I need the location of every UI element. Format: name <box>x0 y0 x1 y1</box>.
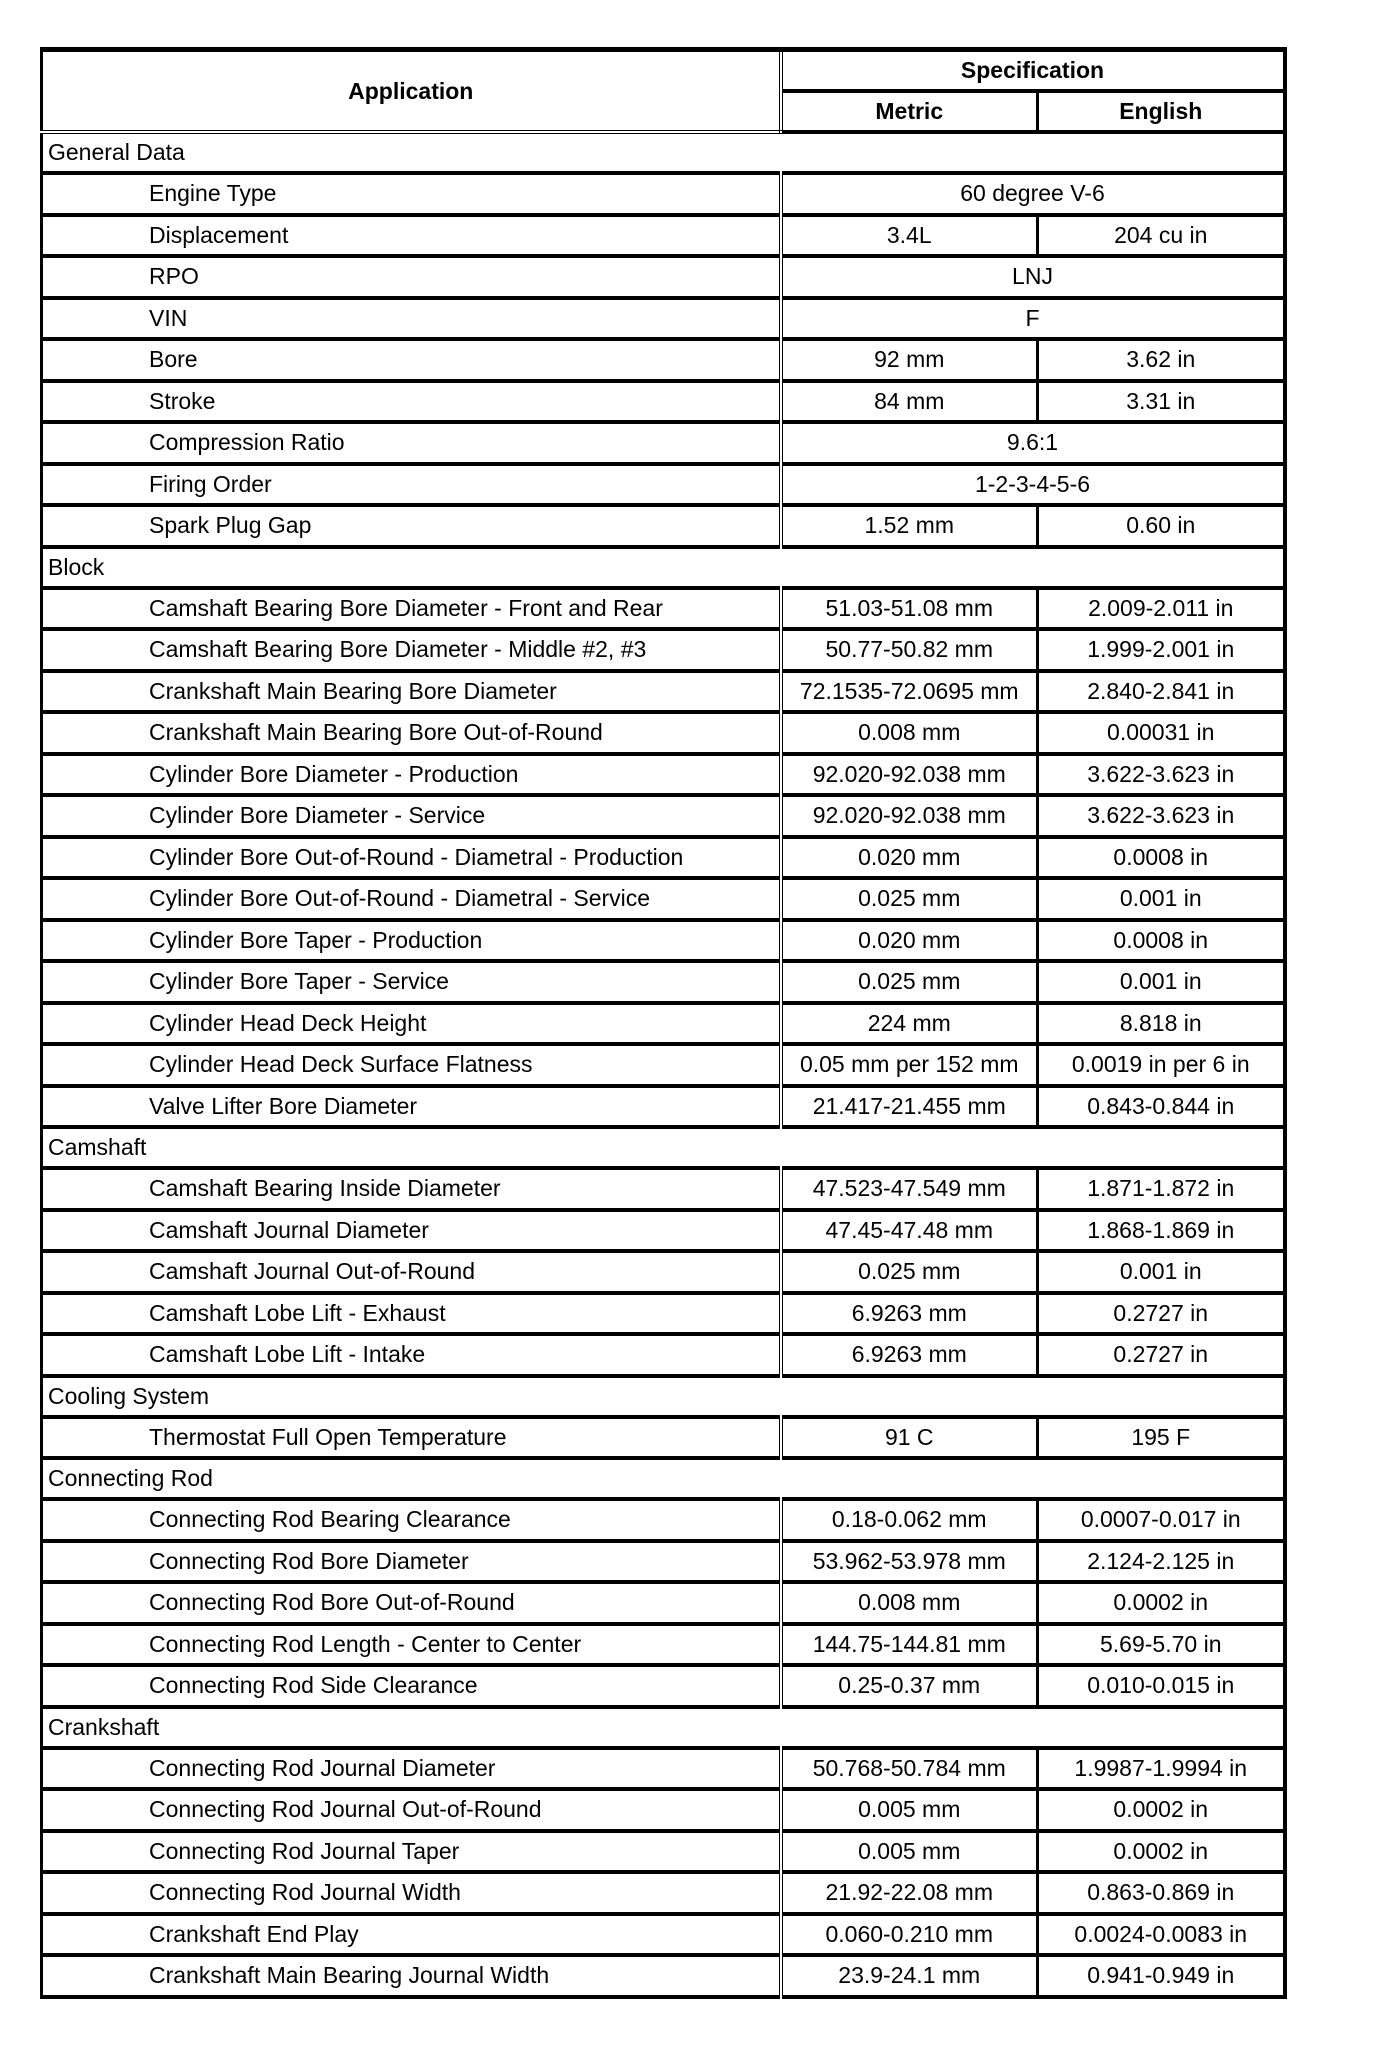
table-row <box>42 754 1285 796</box>
row-label: Engine Type <box>42 173 781 215</box>
table-row <box>42 464 1285 506</box>
english-value: 3.62 in <box>1038 339 1285 381</box>
metric-value: 84 mm <box>781 381 1038 423</box>
row-label: Crankshaft Main Bearing Bore Diameter <box>42 671 781 713</box>
english-value: 0.001 in <box>1038 1251 1285 1293</box>
table-row <box>42 1499 1285 1541</box>
english-value: 3.31 in <box>1038 381 1285 423</box>
table-row <box>42 795 1285 837</box>
metric-value: 50.77-50.82 mm <box>781 629 1038 671</box>
row-label: Camshaft Bearing Inside Diameter <box>42 1168 781 1210</box>
english-value: 0.843-0.844 in <box>1038 1086 1285 1128</box>
table-row <box>42 1914 1285 1956</box>
row-label: Cylinder Head Deck Surface Flatness <box>42 1044 781 1086</box>
table-row <box>42 1789 1285 1831</box>
table-row <box>42 1044 1285 1086</box>
table-row <box>42 1665 1285 1707</box>
section-title: Connecting Rod <box>42 1458 1285 1499</box>
english-value: 1.999-2.001 in <box>1038 629 1285 671</box>
combined-value: 1-2-3-4-5-6 <box>781 464 1285 506</box>
english-value: 3.622-3.623 in <box>1038 795 1285 837</box>
metric-value: 1.52 mm <box>781 505 1038 547</box>
metric-value: 0.025 mm <box>781 961 1038 1003</box>
table-row <box>42 1541 1285 1583</box>
section-header-row <box>42 547 1285 588</box>
row-label: Crankshaft Main Bearing Bore Out-of-Round <box>42 712 781 754</box>
english-value: 3.622-3.623 in <box>1038 754 1285 796</box>
metric-value: 3.4L <box>781 215 1038 257</box>
metric-value: 144.75-144.81 mm <box>781 1624 1038 1666</box>
metric-value: 0.008 mm <box>781 1582 1038 1624</box>
header-specification: Specification <box>781 50 1285 92</box>
combined-value: F <box>781 298 1285 340</box>
metric-value: 0.020 mm <box>781 920 1038 962</box>
table-row <box>42 1582 1285 1624</box>
table-row <box>42 1251 1285 1293</box>
row-label: Connecting Rod Length - Center to Center <box>42 1624 781 1666</box>
section-title: Crankshaft <box>42 1707 1285 1748</box>
metric-value: 51.03-51.08 mm <box>781 588 1038 630</box>
row-label: Spark Plug Gap <box>42 505 781 547</box>
english-value: 1.9987-1.9994 in <box>1038 1748 1285 1790</box>
english-value: 0.0019 in per 6 in <box>1038 1044 1285 1086</box>
row-label: Connecting Rod Bore Diameter <box>42 1541 781 1583</box>
table-row <box>42 1210 1285 1252</box>
english-value: 0.0007-0.017 in <box>1038 1499 1285 1541</box>
table-row <box>42 712 1285 754</box>
table-row <box>42 1955 1285 1997</box>
metric-value: 21.417-21.455 mm <box>781 1086 1038 1128</box>
english-value: 0.0024-0.0083 in <box>1038 1914 1285 1956</box>
english-value: 0.2727 in <box>1038 1334 1285 1376</box>
metric-value: 0.005 mm <box>781 1789 1038 1831</box>
header-application: Application <box>42 50 781 133</box>
section-header-row <box>42 1376 1285 1417</box>
metric-value: 53.962-53.978 mm <box>781 1541 1038 1583</box>
row-label: Crankshaft End Play <box>42 1914 781 1956</box>
table-row <box>42 878 1285 920</box>
combined-value: 9.6:1 <box>781 422 1285 464</box>
section-title: General Data <box>42 132 1285 173</box>
english-value: 1.871-1.872 in <box>1038 1168 1285 1210</box>
row-label: Cylinder Bore Out-of-Round - Diametral - Production <box>42 837 781 879</box>
metric-value: 0.18-0.062 mm <box>781 1499 1038 1541</box>
row-label: Valve Lifter Bore Diameter <box>42 1086 781 1128</box>
table-row <box>42 837 1285 879</box>
section-header-row <box>42 1127 1285 1168</box>
table-row <box>42 256 1285 298</box>
table-row <box>42 629 1285 671</box>
english-value: 0.001 in <box>1038 878 1285 920</box>
metric-value: 92.020-92.038 mm <box>781 754 1038 796</box>
table-row <box>42 1872 1285 1914</box>
row-label: Camshaft Lobe Lift - Intake <box>42 1334 781 1376</box>
row-label: Compression Ratio <box>42 422 781 464</box>
english-value: 2.009-2.011 in <box>1038 588 1285 630</box>
row-label: Bore <box>42 339 781 381</box>
row-label: Camshaft Journal Out-of-Round <box>42 1251 781 1293</box>
row-label: Connecting Rod Bearing Clearance <box>42 1499 781 1541</box>
row-label: Cylinder Bore Diameter - Service <box>42 795 781 837</box>
row-label: Connecting Rod Bore Out-of-Round <box>42 1582 781 1624</box>
english-value: 0.0002 in <box>1038 1831 1285 1873</box>
english-value: 0.0008 in <box>1038 920 1285 962</box>
row-label: Connecting Rod Journal Taper <box>42 1831 781 1873</box>
table-row <box>42 1168 1285 1210</box>
row-label: Cylinder Bore Out-of-Round - Diametral - Service <box>42 878 781 920</box>
english-value: 0.863-0.869 in <box>1038 1872 1285 1914</box>
row-label: RPO <box>42 256 781 298</box>
metric-value: 6.9263 mm <box>781 1334 1038 1376</box>
metric-value: 23.9-24.1 mm <box>781 1955 1038 1997</box>
section-title: Block <box>42 547 1285 588</box>
metric-value: 92 mm <box>781 339 1038 381</box>
row-label: Cylinder Head Deck Height <box>42 1003 781 1045</box>
english-value: 0.010-0.015 in <box>1038 1665 1285 1707</box>
metric-value: 0.020 mm <box>781 837 1038 879</box>
english-value: 5.69-5.70 in <box>1038 1624 1285 1666</box>
metric-value: 50.768-50.784 mm <box>781 1748 1038 1790</box>
metric-value: 91 C <box>781 1417 1038 1459</box>
english-value: 204 cu in <box>1038 215 1285 257</box>
english-value: 0.001 in <box>1038 961 1285 1003</box>
table-row <box>42 1831 1285 1873</box>
combined-value: 60 degree V-6 <box>781 173 1285 215</box>
metric-value: 0.060-0.210 mm <box>781 1914 1038 1956</box>
table-header <box>42 50 1285 133</box>
table-row <box>42 1293 1285 1335</box>
section-title: Cooling System <box>42 1376 1285 1417</box>
table-row <box>42 1334 1285 1376</box>
table-row <box>42 1748 1285 1790</box>
english-value: 0.00031 in <box>1038 712 1285 754</box>
metric-value: 72.1535-72.0695 mm <box>781 671 1038 713</box>
combined-value: LNJ <box>781 256 1285 298</box>
metric-value: 6.9263 mm <box>781 1293 1038 1335</box>
table-row <box>42 1086 1285 1128</box>
section-header-row <box>42 132 1285 173</box>
table-row <box>42 671 1285 713</box>
english-value: 1.868-1.869 in <box>1038 1210 1285 1252</box>
section-title: Camshaft <box>42 1127 1285 1168</box>
row-label: Connecting Rod Side Clearance <box>42 1665 781 1707</box>
english-value: 0.60 in <box>1038 505 1285 547</box>
metric-value: 0.25-0.37 mm <box>781 1665 1038 1707</box>
row-label: Displacement <box>42 215 781 257</box>
header-metric: Metric <box>781 91 1038 132</box>
table-body <box>42 132 1285 1997</box>
english-value: 0.0008 in <box>1038 837 1285 879</box>
section-header-row <box>42 1707 1285 1748</box>
metric-value: 21.92-22.08 mm <box>781 1872 1038 1914</box>
row-label: Camshaft Bearing Bore Diameter - Front and Rear <box>42 588 781 630</box>
metric-value: 47.523-47.549 mm <box>781 1168 1038 1210</box>
table-row <box>42 1624 1285 1666</box>
row-label: VIN <box>42 298 781 340</box>
english-value: 8.818 in <box>1038 1003 1285 1045</box>
row-label: Camshaft Lobe Lift - Exhaust <box>42 1293 781 1335</box>
row-label: Connecting Rod Journal Out-of-Round <box>42 1789 781 1831</box>
row-label: Crankshaft Main Bearing Journal Width <box>42 1955 781 1997</box>
row-label: Thermostat Full Open Temperature <box>42 1417 781 1459</box>
table-row <box>42 298 1285 340</box>
row-label: Stroke <box>42 381 781 423</box>
table-row <box>42 961 1285 1003</box>
row-label: Camshaft Journal Diameter <box>42 1210 781 1252</box>
metric-value: 0.025 mm <box>781 1251 1038 1293</box>
english-value: 2.124-2.125 in <box>1038 1541 1285 1583</box>
table-row <box>42 173 1285 215</box>
english-value: 0.941-0.949 in <box>1038 1955 1285 1997</box>
row-label: Cylinder Bore Taper - Service <box>42 961 781 1003</box>
table-row <box>42 920 1285 962</box>
english-value: 0.0002 in <box>1038 1789 1285 1831</box>
metric-value: 0.008 mm <box>781 712 1038 754</box>
metric-value: 47.45-47.48 mm <box>781 1210 1038 1252</box>
row-label: Connecting Rod Journal Width <box>42 1872 781 1914</box>
table-row <box>42 422 1285 464</box>
header-english: English <box>1038 91 1285 132</box>
row-label: Camshaft Bearing Bore Diameter - Middle #2, #3 <box>42 629 781 671</box>
english-value: 2.840-2.841 in <box>1038 671 1285 713</box>
section-header-row <box>42 1458 1285 1499</box>
metric-value: 0.05 mm per 152 mm <box>781 1044 1038 1086</box>
english-value: 195 F <box>1038 1417 1285 1459</box>
table-row <box>42 1417 1285 1459</box>
row-label: Cylinder Bore Taper - Production <box>42 920 781 962</box>
table-row <box>42 381 1285 423</box>
metric-value: 0.025 mm <box>781 878 1038 920</box>
table-row <box>42 505 1285 547</box>
table-row <box>42 215 1285 257</box>
metric-value: 224 mm <box>781 1003 1038 1045</box>
table-row <box>42 588 1285 630</box>
row-label: Firing Order <box>42 464 781 506</box>
table-row <box>42 1003 1285 1045</box>
table-row <box>42 339 1285 381</box>
english-value: 0.2727 in <box>1038 1293 1285 1335</box>
row-label: Cylinder Bore Diameter - Production <box>42 754 781 796</box>
english-value: 0.0002 in <box>1038 1582 1285 1624</box>
metric-value: 0.005 mm <box>781 1831 1038 1873</box>
engine-specifications-table <box>40 47 1287 1999</box>
metric-value: 92.020-92.038 mm <box>781 795 1038 837</box>
row-label: Connecting Rod Journal Diameter <box>42 1748 781 1790</box>
